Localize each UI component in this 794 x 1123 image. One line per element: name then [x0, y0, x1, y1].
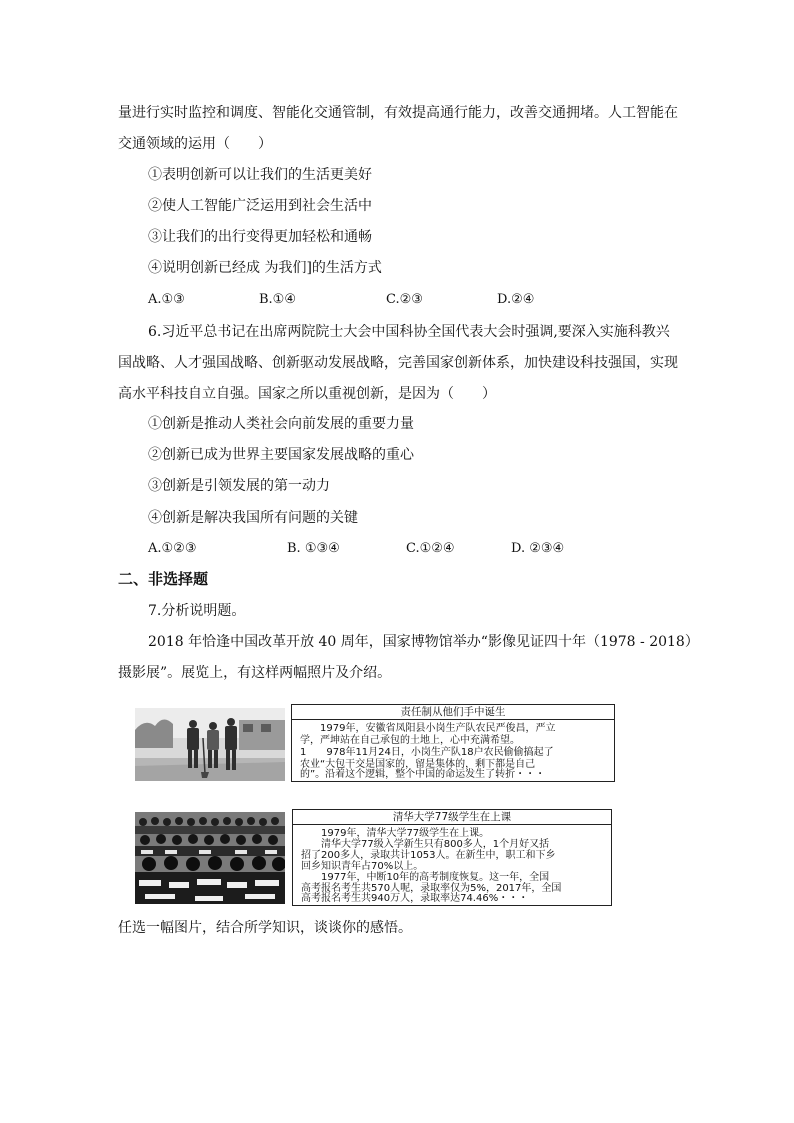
- q7-title: 7.分析说明题。: [148, 603, 246, 619]
- q6-option-b: B. ①③④: [287, 541, 340, 556]
- card-1-line-2: 学，严坤站在自己承包的土地上，心中充满希望。: [300, 735, 520, 746]
- q5-item-4: ④说明创新已经成 为我们]的生活方式: [148, 260, 382, 276]
- card-tsinghua-class: [292, 809, 612, 906]
- q5-option-d: D.②④: [497, 292, 535, 307]
- farmers-photo: [135, 708, 285, 781]
- q6-stem-line-3: 高水平科技自立自强。国家之所以重视创新，是因为（ ）: [118, 386, 496, 402]
- card-1-line-1: 1979年，安徽省凤阳县小岗生产队农民严俊昌，严立: [300, 723, 556, 734]
- card-2-line-5: 1977年，中断10年的高考制度恢复。这一年，全国: [301, 872, 550, 883]
- card-2-divider: [293, 824, 611, 825]
- q6-option-c: C.①②④: [406, 541, 455, 556]
- card-2-line-3: 招了200多人，录取共计1053人。在新生中，职工和下乡: [301, 850, 556, 861]
- card-2-line-6: 高考报名考生共570人呢，录取率仅为5%，2017年，全国: [301, 883, 562, 894]
- q6-item-4: ④创新是解决我国所有问题的关键: [148, 510, 358, 526]
- q7-intro-line-2: 摄影展”。展览上，有这样两幅照片及介绍。: [118, 665, 392, 681]
- q6-option-d: D. ②③④: [511, 541, 565, 556]
- card-responsibility-system: [291, 704, 615, 782]
- card-2-title: 清华大学77级学生在上课: [392, 811, 512, 823]
- q5-item-2: ②使人工智能广泛运用到社会生活中: [148, 198, 372, 214]
- q6-item-1: ①创新是推动人类社会向前发展的重要力量: [148, 416, 414, 432]
- q5-option-c: C.②③: [386, 292, 423, 307]
- q6-stem-line-2: 国战略、人才强国战略、创新驱动发展战略，完善国家创新体系，加快建设科技强国，实现: [118, 355, 678, 371]
- card-2-line-4: 回乡知识青年占70%以上。: [301, 861, 424, 872]
- q5-option-a: A.①③: [148, 292, 185, 307]
- q6-item-2: ②创新已成为世界主要国家发展战略的重心: [148, 447, 414, 463]
- q5-item-3: ③让我们的出行变得更加轻松和通畅: [148, 229, 372, 245]
- q5-stem-line-2: 交通领域的运用（ ）: [118, 136, 272, 152]
- q6-option-a: A.①②③: [148, 541, 197, 556]
- card-1-line-4: 农业“大包干交是国家的，留是集体的，剩下都是自己: [300, 759, 536, 770]
- q7-intro-line-1: 2018 年恰逢中国改革开放 40 周年，国家博物馆举办“影像见证四十年（1978 - 2018）: [148, 634, 699, 650]
- q6-stem-line-1: 6.习近平总书记在出席两院院士大会中国科协全国代表大会时强调,要深入实施科教兴: [148, 324, 670, 340]
- q5-option-b: B.①④: [259, 292, 296, 307]
- card-1-line-3: 1 978年11月24日，小岗生产队18户农民偷偷搞起了: [300, 747, 554, 758]
- card-2-line-2: 清华大学77级入学新生只有800多人，1个月好又括: [301, 839, 550, 850]
- card-1-divider: [292, 719, 614, 720]
- card-2-line-7: 高考报名考生共940万人，录取率达74.46%・・・: [301, 893, 529, 904]
- students-photo: [135, 812, 285, 904]
- card-1-title: 责任制从他们手中诞生: [400, 706, 506, 718]
- q5-stem-line-1: 量进行实时监控和调度、智能化交通管制，有效提高通行能力，改善交通拥堵。人工智能在: [118, 105, 678, 121]
- q7-prompt: 任选一幅图片，结合所学知识，谈谈你的感悟。: [118, 920, 412, 936]
- card-2-line-1: 1979年，清华大学77级学生在上课。: [301, 828, 490, 839]
- q6-item-3: ③创新是引领发展的第一动力: [148, 478, 330, 494]
- card-1-line-5: 的”。沿着这个逻辑，整个中国的命运发生了转折・・・: [300, 769, 546, 780]
- q5-item-1: ①表明创新可以让我们的生活更美好: [148, 167, 372, 183]
- section-heading: 二、非选择题: [118, 570, 209, 588]
